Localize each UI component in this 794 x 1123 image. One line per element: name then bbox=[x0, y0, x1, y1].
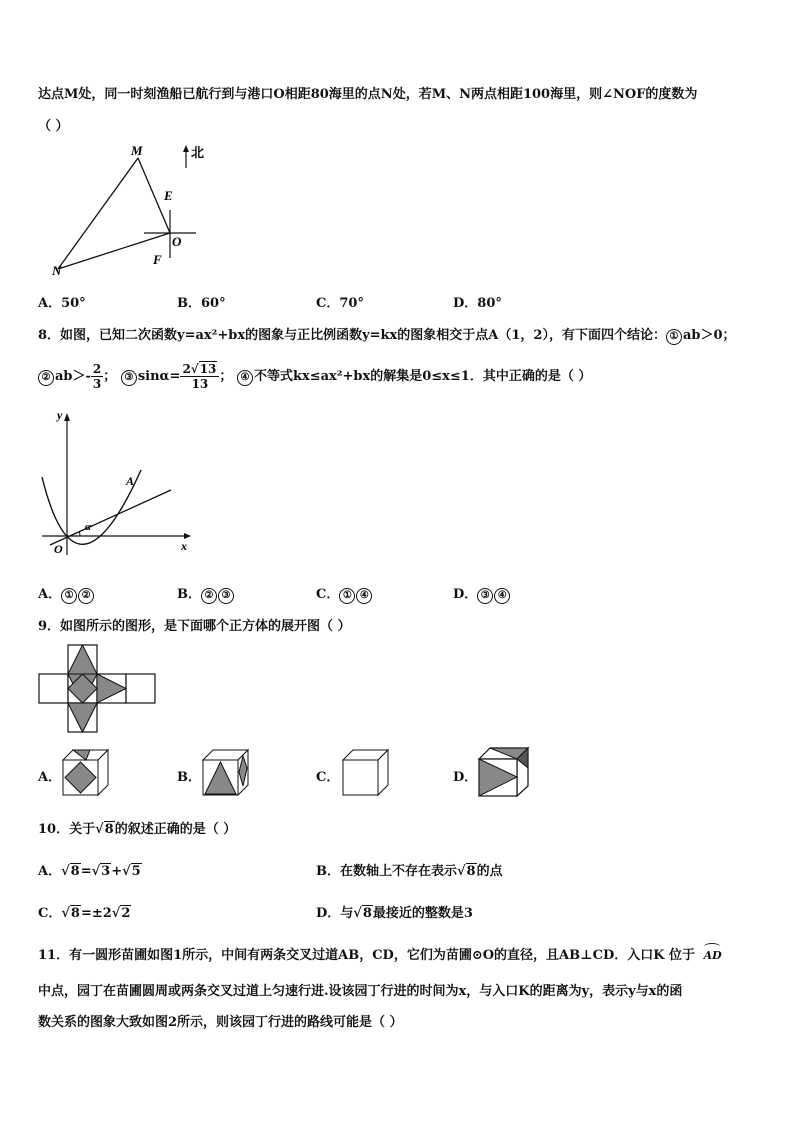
radicand: 8 bbox=[362, 906, 372, 921]
arc-label-text: AD bbox=[703, 949, 722, 962]
q11-stem-text: 11．有一圆形苗圃如图1所示，中间有两条交叉过道AB，CD，它们为苗圃⊙O的直径，且AB⊥CD．入口K 位于 bbox=[38, 948, 696, 963]
q9-cube-net-figure bbox=[38, 644, 158, 734]
option-number: ① bbox=[339, 588, 355, 604]
label-x-axis: x bbox=[181, 539, 187, 553]
label-e: E bbox=[164, 188, 173, 203]
q8-c2-number: ② bbox=[38, 370, 54, 386]
q8-option-a[interactable] bbox=[38, 583, 95, 604]
q10-stem-text: 10．关于 bbox=[38, 822, 96, 837]
label-origin: O bbox=[54, 542, 63, 556]
q8-c1-text: ab＞0； bbox=[682, 328, 736, 343]
label-y-axis: y bbox=[57, 408, 63, 422]
q8-c3-text: sinα= bbox=[137, 369, 181, 384]
option-number: ④ bbox=[494, 588, 510, 604]
q8-c2-end: ； bbox=[103, 369, 117, 384]
q8-c1-number: ① bbox=[666, 329, 682, 345]
option-text: B．在数轴上不存在表示 bbox=[316, 864, 457, 879]
q10-stem-text-end: 的叙述正确的是（ ） bbox=[114, 822, 237, 837]
option-letter: A． bbox=[38, 864, 62, 879]
option-number: ③ bbox=[218, 588, 234, 604]
radicand: 5 bbox=[131, 864, 141, 879]
q10-option-b[interactable]: B．在数轴上不存在表示√8的点 bbox=[316, 864, 503, 879]
q9-cube-a-icon[interactable] bbox=[60, 748, 110, 796]
option-text-end: 的点 bbox=[476, 864, 503, 879]
q10-option-a[interactable]: A．√8=√3+√5 bbox=[38, 864, 141, 879]
q10-option-d[interactable]: D．与√8最接近的整数是3 bbox=[316, 906, 473, 921]
q8-stem-text: 8．如图，已知二次函数y=ax²+bx的图象与正比例函数y=kx的图象相交于点A（1，2），有下面四个结论： bbox=[38, 328, 666, 343]
option-letter: A． bbox=[38, 587, 62, 602]
arc-icon bbox=[704, 943, 720, 950]
q8-c3-coef: 2 bbox=[182, 362, 191, 376]
q11-stem-line2: 中点，园丁在苗圃圆周或两条交叉过道上匀速行进.设该园丁行进的时间为x，与入口K的距离为y，表示y与x的函 bbox=[38, 984, 683, 999]
radicand: 8 bbox=[70, 864, 80, 879]
option-text: D．与 bbox=[316, 906, 354, 921]
q10-option-c[interactable]: C．√8=±2√2 bbox=[38, 906, 131, 921]
q8-c3-radicand: 13 bbox=[199, 362, 217, 376]
q8-c2-text: ab＞- bbox=[55, 369, 91, 384]
operator: = bbox=[80, 864, 92, 879]
q8-option-d[interactable] bbox=[453, 583, 511, 604]
q8-stem-line1 bbox=[38, 324, 736, 345]
q9-cube-d-icon[interactable] bbox=[476, 746, 532, 798]
q8-graph-figure bbox=[36, 405, 196, 560]
q8-stem-line2 bbox=[38, 362, 591, 391]
radicand: 8 bbox=[466, 864, 476, 879]
q7-figure bbox=[40, 140, 220, 280]
label-f: F bbox=[153, 252, 162, 267]
operator: =±2 bbox=[80, 906, 112, 921]
q8-c3-end: ； bbox=[219, 369, 233, 384]
q9-option-c[interactable]: C． bbox=[316, 770, 340, 785]
operator: + bbox=[111, 864, 123, 879]
radicand: 2 bbox=[121, 906, 131, 921]
option-text-end: 最接近的整数是3 bbox=[372, 906, 473, 921]
q7-option-a[interactable]: A．50° bbox=[38, 296, 86, 311]
radicand: 8 bbox=[70, 906, 80, 921]
option-letter: B． bbox=[177, 587, 201, 602]
q7-stem-line1: 达点M处，同一时刻渔船已航行到与港口O相距80海里的点N处，若M、N两点相距100海里，则∠NOF的度数为 bbox=[38, 87, 698, 102]
q8-c4-number: ④ bbox=[237, 370, 253, 386]
option-number: ② bbox=[78, 588, 94, 604]
q8-option-b[interactable] bbox=[177, 583, 235, 604]
q9-option-a[interactable]: A． bbox=[38, 770, 62, 785]
q9-cube-b-icon[interactable] bbox=[200, 748, 250, 796]
option-letter: C． bbox=[38, 906, 62, 921]
label-north: 北 bbox=[191, 146, 205, 161]
label-point-a: A bbox=[126, 474, 135, 488]
q8-c2-frac-den: 3 bbox=[92, 377, 102, 391]
option-number: ③ bbox=[477, 588, 493, 604]
q8-option-c[interactable] bbox=[316, 583, 373, 604]
radicand: 3 bbox=[101, 864, 111, 879]
q10-radicand: 8 bbox=[104, 822, 114, 837]
arc-ad-label bbox=[704, 949, 722, 962]
q9-option-d[interactable]: D． bbox=[453, 770, 478, 785]
q8-c3-frac-num: 2√13 bbox=[180, 362, 219, 377]
option-number: ④ bbox=[356, 588, 372, 604]
q8-c2-frac-num: 2 bbox=[92, 362, 102, 376]
option-number: ② bbox=[201, 588, 217, 604]
q7-stem-line2: （ ） bbox=[38, 119, 69, 134]
q8-c3-fraction bbox=[180, 362, 219, 391]
q7-option-b[interactable]: B．60° bbox=[177, 296, 226, 311]
q11-stem-line3: 数关系的图象大致如图2所示，则该园丁行进的路线可能是（ ） bbox=[38, 1015, 403, 1030]
q8-c3-frac-den: 13 bbox=[191, 377, 209, 391]
label-m: M bbox=[131, 143, 143, 158]
q9-stem: 9．如图所示的图形，是下面哪个正方体的展开图（ ） bbox=[38, 619, 351, 634]
q7-option-d[interactable]: D．80° bbox=[453, 296, 502, 311]
option-letter: C． bbox=[316, 587, 340, 602]
q7-option-c[interactable]: C．70° bbox=[316, 296, 364, 311]
q9-cube-c-icon[interactable] bbox=[340, 748, 390, 796]
q11-stem-line1 bbox=[38, 944, 722, 963]
q8-c4-text: 不等式kx≤ax²+bx的解集是0≤x≤1．其中正确的是（ ） bbox=[253, 369, 592, 384]
q8-c2-fraction bbox=[91, 362, 103, 391]
q8-c3-number: ③ bbox=[121, 370, 137, 386]
label-o: O bbox=[172, 234, 182, 249]
label-n: N bbox=[52, 263, 62, 278]
label-alpha: α bbox=[85, 521, 92, 533]
option-letter: D． bbox=[453, 587, 478, 602]
q9-option-b[interactable]: B． bbox=[177, 770, 201, 785]
q10-stem: 10．关于√8的叙述正确的是（ ） bbox=[38, 822, 237, 837]
option-number: ① bbox=[61, 588, 77, 604]
